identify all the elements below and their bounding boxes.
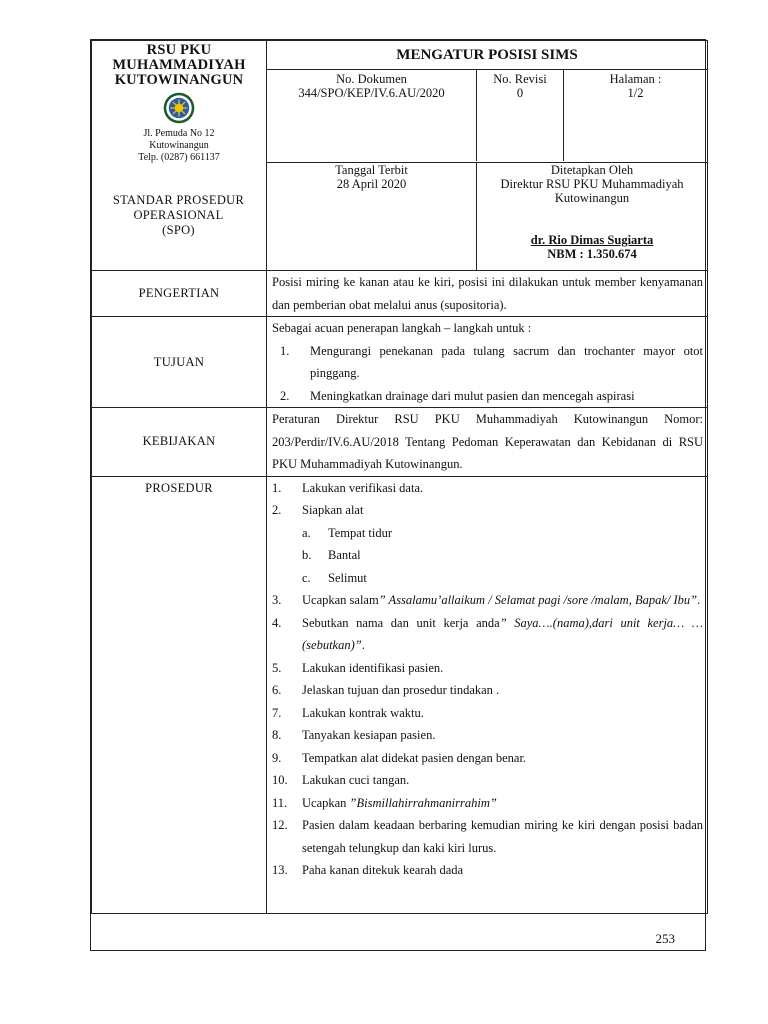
hospital-logo-icon <box>162 91 196 125</box>
hospital-address: Jl. Pemuda No 12 Kutowinangun Telp. (0287) 661137 <box>138 128 220 163</box>
approved-by: Direktur RSU PKU Muhammadiyah Kutowinangun <box>500 177 684 205</box>
prosedur-content <box>267 476 708 913</box>
signer-nbm: NBM : 1.350.674 <box>547 247 637 261</box>
pengertian-label: PENGERTIAN <box>92 271 267 317</box>
tujuan-label: TUJUAN <box>92 317 267 408</box>
list-item: 10. Lakukan cuci tangan. <box>272 773 410 787</box>
page-cell <box>564 70 707 161</box>
list-item: c. Selimut <box>302 570 367 585</box>
tujuan-content <box>267 317 708 408</box>
list-item: 7. Lakukan kontrak waktu. <box>272 705 424 720</box>
kebijakan-label: KEBIJAKAN <box>92 408 267 477</box>
issue-date-value: 28 April 2020 <box>336 177 407 191</box>
list-item: 5. Lakukan identifikasi pasien. <box>272 660 444 675</box>
list-item: 2. Meningkatkan drainage dari mulut pasien dan mencegah aspirasi <box>280 388 635 403</box>
prosedur-label: PROSEDUR <box>92 476 267 913</box>
spo-table <box>91 40 708 914</box>
doc-number-label: No. Dokumen <box>336 72 407 86</box>
revision-value: 0 <box>516 86 524 100</box>
approved-label: Ditetapkan Oleh <box>550 163 634 177</box>
document-title: MENGATUR POSISI SIMS <box>396 47 578 63</box>
list-item: 6. Jelaskan tujuan dan prosedur tindakan . <box>272 683 500 697</box>
tujuan-intro: Sebagai acuan penerapan langkah – langkah untuk : <box>272 321 532 335</box>
list-item: 1. Mengurangi penekanan pada tulang sacrum dan trochanter mayor otot pinggang. <box>280 343 704 380</box>
approval-cell <box>477 163 708 271</box>
list-item: 8. Tanyakan kesiapan pasien. <box>272 728 436 742</box>
issue-date-label: Tanggal Terbit <box>335 163 408 177</box>
kebijakan-text: Peraturan Direktur RSU PKU Muhammadiyah Kutowinangun Nomor: 203/Perdir/IV.6.AU/2018 Tentang Pedoman Keperawatan dan Kebidanan di RSU PKU Muhammadiyah Kutowinangun. <box>267 408 708 477</box>
revision-cell <box>477 70 564 161</box>
doc-number-value: 344/SPO/KEP/IV.6.AU/2020 <box>298 86 445 100</box>
page-label: Halaman : <box>609 72 662 86</box>
list-item: 1. Lakukan verifikasi data. <box>272 480 424 495</box>
pengertian-text: Posisi miring ke kanan atau ke kiri, posisi ini dilakukan untuk member kenyamanan dan pemberian obat melalui anus (supositoria). <box>267 271 708 317</box>
list-item: 4. Sebutkan nama dan unit kerja anda” Saya….(nama),dari unit kerja… …(sebutkan)”. <box>272 615 704 652</box>
doc-number-cell <box>267 70 477 161</box>
page-value: 1/2 <box>627 86 644 100</box>
hospital-name: RSU PKU MUHAMMADIYAH KUTOWINANGUN <box>112 42 246 88</box>
signer-name: dr. Rio Dimas Sugiarta <box>530 233 654 247</box>
list-item: 2. Siapkan alat <box>272 503 364 517</box>
list-item: b. Bantal <box>302 548 361 562</box>
issue-date-cell <box>267 163 477 271</box>
spo-label: STANDAR PROSEDUR OPERASIONAL (SPO) <box>112 193 245 237</box>
list-item: 3. Ucapkan salam” Assalamu’allaikum / Selamat pagi /sore /malam, Bapak/ Ibu”. <box>272 593 701 607</box>
list-item: 12. Pasien dalam keadaan berbaring kemudian miring ke kiri dengan posisi badan setengah telungkup dan kaki kiri lurus. <box>272 818 704 855</box>
list-item: a. Tempat tidur <box>302 525 393 540</box>
revision-label: No. Revisi <box>493 72 547 86</box>
list-item: 11. Ucapkan ”Bismillahirrahmanirrahim” <box>272 795 497 810</box>
page-number: 253 <box>655 931 675 946</box>
list-item: 13. Paha kanan ditekuk kearah dada <box>272 863 464 877</box>
list-item: 9. Tempatkan alat didekat pasien dengan benar. <box>272 750 527 765</box>
spo-document <box>90 39 706 951</box>
